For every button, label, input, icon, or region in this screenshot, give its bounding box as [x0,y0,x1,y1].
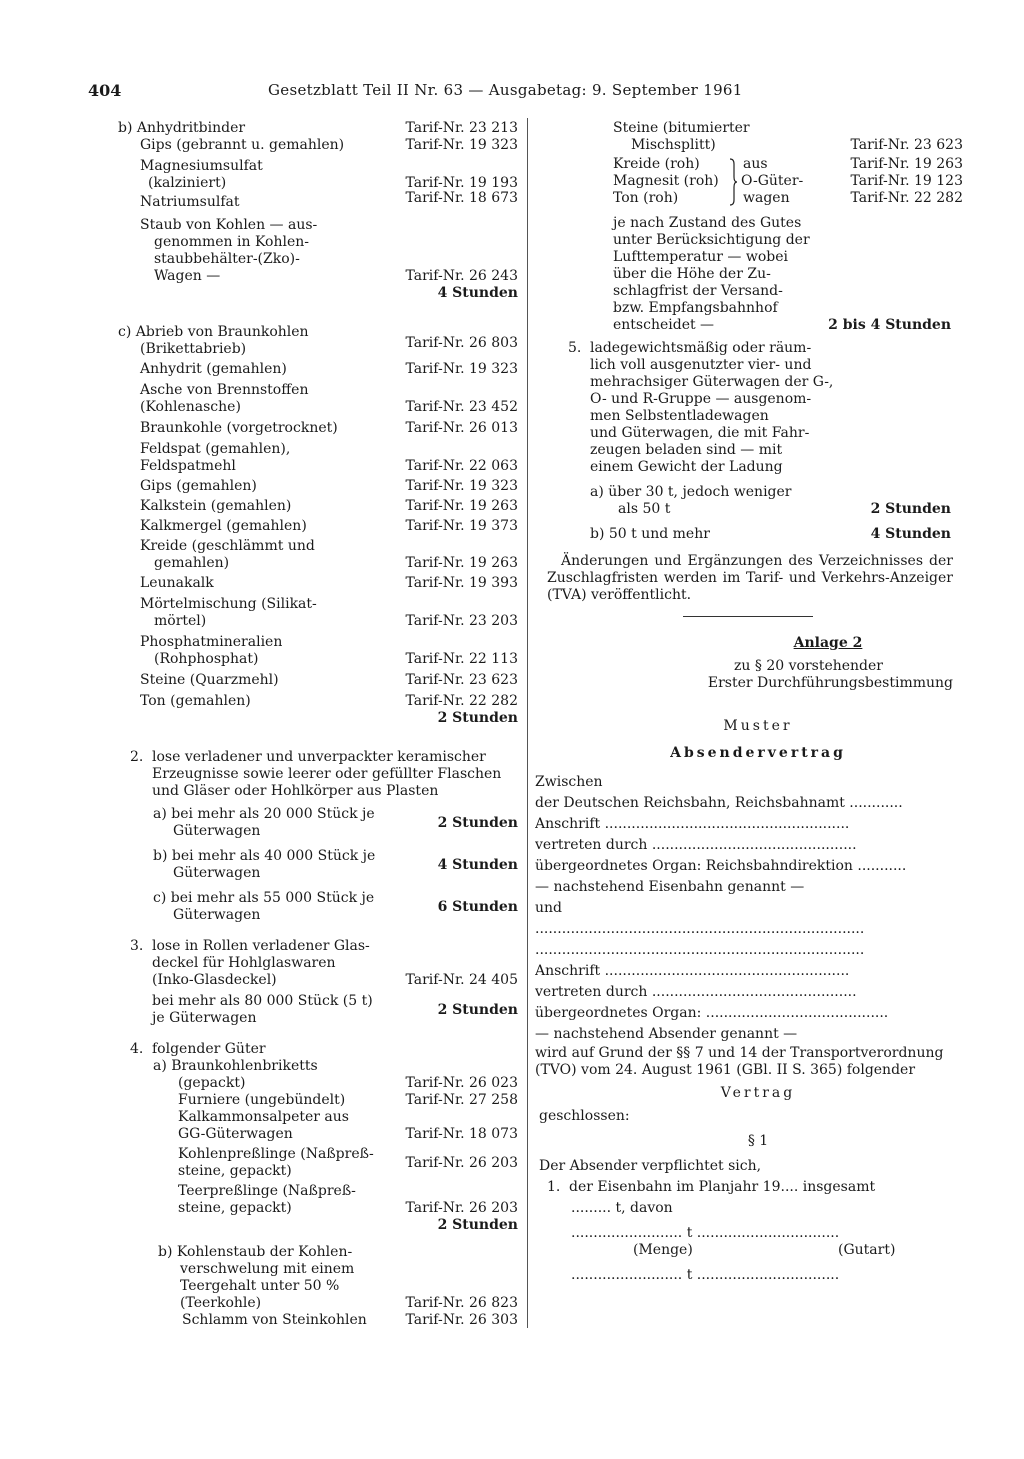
list-item: Magnesiumsulfat (kalziniert) Tarif-Nr. 19 193 [140,158,518,191]
right-column: Steine (bitumierter Mischsplitt) Tarif-Nr. 23 623 Kreide (roh) aus Tarif-Nr. 19 263 Magnesit (roh) O-Güter- Tarif-Nr. 19 123 Ton (roh) wagen Tarif-Nr. 22 282 je nach Zustand des Gutes unter Berücksichtigung der Lufttemperatur — wobei über die Höhe der Zu- schlagfrist der Versand- bzw. Empfangsbahnhof entscheidet — 2 bis 4 Stunden 5. ladegewichtsmäßig oder räum- lich voll ausgenutzter vier- und mehrachsiger Güterwagen der G-, O- und R-Gruppe — ausgenom- men Selbstentladewagen und Güterwagen, die mit Fahr- zeugen beladen sind — mit einem Gewicht der Ladung a) über 30 t, jedoch weniger als 50 t 2 Stunden b) 50 t und mehr 4 Stunden Änderungen und Ergänzungen des Verzeichnisses der Zuschlagfristen werden im Tarif- und Verkehrs-Anzeiger (TVA) veröffentlicht. Anlage 2 zu § 20 vorstehender Erster Durchführungsbestimmung Muster Absendervertrag Zwischen der Deutschen Reichsbahn, Reichsbahnamt ............ Anschrift ....................................................... vertreten durch .............................................. übergeordnetes Organ: Reichsbahndirektion ........... — nachstehend Eisenbahn genannt — und .......................................................................... .......................................................................... Anschrift ....................................................... vertreten durch .............................................. übergeordnetes Organ: ......................................... — nachstehend Absender genannt — wird auf Grund der §§ 7 und 14 der Transportverordnung (TVO) vom 24. August 1961 (GBl. II S. 365) folgender Vertrag geschlossen: § 1 Der Absender verpflichtet sich, 1. der Eisenbahn im Planjahr 19.... insgesamt ......... t, davon ......................... t ................................ (Menge) (Gutart) ......................... t ................................ [535,120,963,1283]
tarif-number: Tarif-Nr. 23 203 [405,613,518,629]
condition-note: je nach Zustand des Gutes unter Berücksichtigung der Lufttemperatur — wobei über die Höhe der Zu- schlagfrist der Versand- bzw. Empfangsbahnhof entscheidet — 2 bis 4 Stunden [613,215,951,333]
list-item: Asche von Brennstoffen (Kohlenasche) Tarif-Nr. 23 452 [140,382,518,415]
tarif-number: Tarif-Nr. 23 213 [405,120,518,136]
list-item: Kalkstein (gemahlen) Tarif-Nr. 19 263 [140,498,518,514]
appendix-ref: zu § 20 vorstehender [734,658,883,674]
duration-row [118,285,518,302]
list-item: Natriumsulfat Tarif-Nr. 18 673 [140,190,518,210]
appendix-ref: Erster Durchführungsbestimmung [707,675,953,691]
tarif-number: Tarif-Nr. 26 303 [405,1312,518,1328]
form-field: Anschrift ....................................................... [535,816,850,832]
tarif-number: Tarif-Nr. 24 405 [405,972,518,988]
contract-form: Zwischen der Deutschen Reichsbahn, Reichsbahnamt ............ Anschrift ....................................................... vertreten durch .............................................. übergeordnetes Organ: Reichsbahndirektion ........... — nachstehend Eisenbahn genannt — und .......................................................................... .......................................................................... Anschrift ....................................................... vertreten durch .............................................. übergeordnetes Organ: ......................................... — nachstehend Absender genannt — wird auf Grund der §§ 7 und 14 der Transportverordnung (TVO) vom 24. August 1961 (GBl. II S. 365) folgender [533,772,963,1079]
form-heading: Muster [723,718,793,734]
list-item: Kalkammonsalpeter aus GG-Güterwagen Tarif-Nr. 18 073 [178,1109,518,1142]
tarif-number: Tarif-Nr. 22 282 [850,190,963,206]
tarif-number: Tarif-Nr. 22 063 [405,458,518,474]
form-field: ......................... t ................................ [571,1267,840,1283]
numbered-item: 5. ladegewichtsmäßig oder räum- lich voll ausgenutzter vier- und mehrachsiger Güterwagen der G-, O- und R-Gruppe — ausgenom- men Selbstentladewagen und Güterwagen, die mit Fahr- zeugen beladen sind — mit einem Gewicht der Ladung [568,340,834,475]
form-field: der Deutschen Reichsbahn, Reichsbahnamt ............ [535,795,903,811]
list-item: Anhydrit (gemahlen) Tarif-Nr. 19 323 [140,361,518,377]
duration: 2 Stunden [437,1002,518,1018]
list-item: a) bei mehr als 20 000 Stück je Güterwagen 2 Stunden [153,806,518,839]
tarif-number: Tarif-Nr. 26 023 [405,1075,518,1091]
field-captions: (Menge) (Gutart) [633,1242,896,1258]
column-divider [527,118,528,1328]
brace-group [533,156,963,207]
tarif-number: Tarif-Nr. 22 113 [405,651,518,667]
list-item: b) Kohlenstaub der Kohlen- verschwelung mit einem Teergehalt unter 50 % (Teerkohle) Tarif-Nr. 26 823 [158,1244,518,1311]
duration: 2 Stunden [437,815,518,831]
list-item: Feldspat (gemahlen), Feldspatmehl Tarif-Nr. 22 063 [140,441,518,474]
tarif-number: Tarif-Nr. 18 673 [405,190,518,206]
list-item: Kreide (roh) aus Tarif-Nr. 19 263 [613,156,963,172]
section-title: Vertrag [720,1085,796,1101]
list-item: b) 50 t und mehr 4 Stunden [590,526,951,542]
page-title: Gesetzblatt Teil II Nr. 63 — Ausgabetag: 9. September 1961 [268,81,743,99]
numbered-item: 3. lose in Rollen verladener Glas- deckel für Hohlglaswaren (Inko-Glasdeckel) Tarif-Nr. 24 405 [130,938,518,988]
list-item: Ton (gemahlen) Tarif-Nr. 22 282 [140,693,518,709]
tarif-number: Tarif-Nr. 26 803 [405,335,518,351]
tarif-number: Tarif-Nr. 19 263 [405,555,518,571]
tarif-number: Tarif-Nr. 23 623 [850,137,963,153]
tarif-number: Tarif-Nr. 23 623 [405,672,518,688]
tarif-number: Tarif-Nr. 26 243 [405,268,518,284]
list-item: a) Braunkohlenbriketts [153,1058,318,1074]
list-item: Ton (roh) wagen Tarif-Nr. 22 282 [613,190,963,206]
tarif-number: Tarif-Nr. 19 323 [405,361,518,377]
form-title: Absendervertrag [670,745,846,761]
form-field: .......................................................................... [535,942,865,958]
list-item: c) bei mehr als 55 000 Stück je Güterwagen 6 Stunden [153,890,518,923]
left-column [118,120,518,1329]
tarif-number: Tarif-Nr. 19 393 [405,575,518,591]
list-item: Phosphatmineralien (Rohphosphat) Tarif-Nr. 22 113 [140,634,518,667]
list-item: b) Anhydritbinder Tarif-Nr. 23 213 [118,120,518,136]
duration: 2 Stunden [437,710,518,726]
tarif-number: Tarif-Nr. 19 193 [405,175,518,191]
list-item: Kreide (geschlämmt und gemahlen) Tarif-Nr. 19 263 [140,538,518,571]
divider [683,616,813,617]
tarif-number: Tarif-Nr. 22 282 [405,693,518,709]
list-item: c) Abrieb von Braunkohlen (Brikettabrieb) Tarif-Nr. 26 803 [118,324,518,357]
list-item: Kalkmergel (gemahlen) Tarif-Nr. 19 373 [140,518,518,534]
tarif-number: Tarif-Nr. 19 323 [405,137,518,153]
paragraph: Änderungen und Ergänzungen des Verzeichnisses der Zuschlagfristen werden im Tarif- und Verkehrs-Anzeiger (TVA) veröffentlicht. [547,553,953,603]
curly-brace-icon [728,158,738,206]
tarif-number: Tarif-Nr. 27 258 [405,1092,518,1108]
tarif-number: Tarif-Nr. 19 323 [405,478,518,494]
list-item: Schlamm von Steinkohlen Tarif-Nr. 26 303 [182,1312,518,1328]
list-item: Kohlenpreßlinge (Naßpreß- steine, gepackt) Tarif-Nr. 26 203 [178,1146,518,1179]
duration: 4 Stunden [437,857,518,873]
list-item: Staub von Kohlen — aus- genommen in Kohlen- staubbehälter-(Zko)- Wagen — Tarif-Nr. 26 243 [140,217,518,284]
list-item: b) bei mehr als 40 000 Stück je Güterwagen 4 Stunden [153,848,518,881]
list-item: Furniere (ungebündelt) Tarif-Nr. 27 258 [178,1092,518,1108]
duration: 4 Stunden [870,526,951,542]
list-item: Leunakalk Tarif-Nr. 19 393 [140,575,518,591]
tarif-number: Tarif-Nr. 23 452 [405,399,518,415]
tarif-number: Tarif-Nr. 19 263 [405,498,518,514]
form-field: .......................................................................... [535,921,865,937]
tarif-number: Tarif-Nr. 26 013 [405,420,518,436]
tarif-number: Tarif-Nr. 18 073 [405,1126,518,1142]
duration: 2 Stunden [870,501,951,517]
form-field: übergeordnetes Organ: Reichsbahndirektion ........... [535,858,907,874]
tarif-number: Tarif-Nr. 26 203 [405,1200,518,1216]
page-number: 404 [88,81,122,100]
list-item: Steine (Quarzmehl) Tarif-Nr. 23 623 [140,672,518,688]
numbered-item: 2. lose verladener und unverpackter keramischer Erzeugnisse sowie leerer oder gefüllter Flaschen und Gläser oder Hohlkörper aus Plasten [130,749,502,799]
list-item: bei mehr als 80 000 Stück (5 t) je Güterwagen 2 Stunden [152,993,518,1026]
form-field: ......... t, davon [571,1200,673,1216]
page-header [88,82,768,104]
list-item: a) über 30 t, jedoch weniger als 50 t 2 Stunden [590,484,951,517]
form-field: übergeordnetes Organ: ......................................... [535,1005,889,1021]
duration: 6 Stunden [437,899,518,915]
form-field: vertreten durch .............................................. [535,984,857,1000]
list-item: Teerpreßlinge (Naßpreß- steine, gepackt) Tarif-Nr. 26 203 [178,1183,518,1216]
form-field: vertreten durch .............................................. [535,837,857,853]
duration: 2 Stunden [437,1217,518,1233]
tarif-number: Tarif-Nr. 19 123 [850,173,963,189]
list-item: Mörtelmischung (Silikat- mörtel) Tarif-Nr. 23 203 [140,596,518,629]
form-field: ......................... t ................................ [571,1225,840,1241]
numbered-item: 4. folgender Güter [130,1041,266,1057]
tarif-number: Tarif-Nr. 19 373 [405,518,518,534]
appendix-title: Anlage 2 [793,635,863,651]
tarif-number: Tarif-Nr. 19 263 [850,156,963,172]
list-item: (gepackt) Tarif-Nr. 26 023 [178,1075,518,1091]
duration: 2 bis 4 Stunden [828,317,951,333]
section-number: § 1 [747,1133,769,1149]
duration: 4 Stunden [437,285,518,301]
list-item: Gips (gemahlen) Tarif-Nr. 19 323 [140,478,518,494]
list-item: Gips (gebrannt u. gemahlen) Tarif-Nr. 19 323 [140,137,518,153]
form-field: Anschrift ....................................................... [535,963,850,979]
list-item: Steine (bitumierter Mischsplitt) Tarif-Nr. 23 623 [613,120,963,153]
list-item: Magnesit (roh) O-Güter- Tarif-Nr. 19 123 [613,173,963,189]
duration-row [118,710,518,727]
tarif-number: Tarif-Nr. 26 203 [405,1155,518,1171]
tarif-number: Tarif-Nr. 26 823 [405,1295,518,1311]
numbered-item: 1. der Eisenbahn im Planjahr 19.... insgesamt [547,1179,876,1195]
list-item: Braunkohle (vorgetrocknet) Tarif-Nr. 26 013 [140,420,518,436]
duration-row [118,1217,518,1234]
